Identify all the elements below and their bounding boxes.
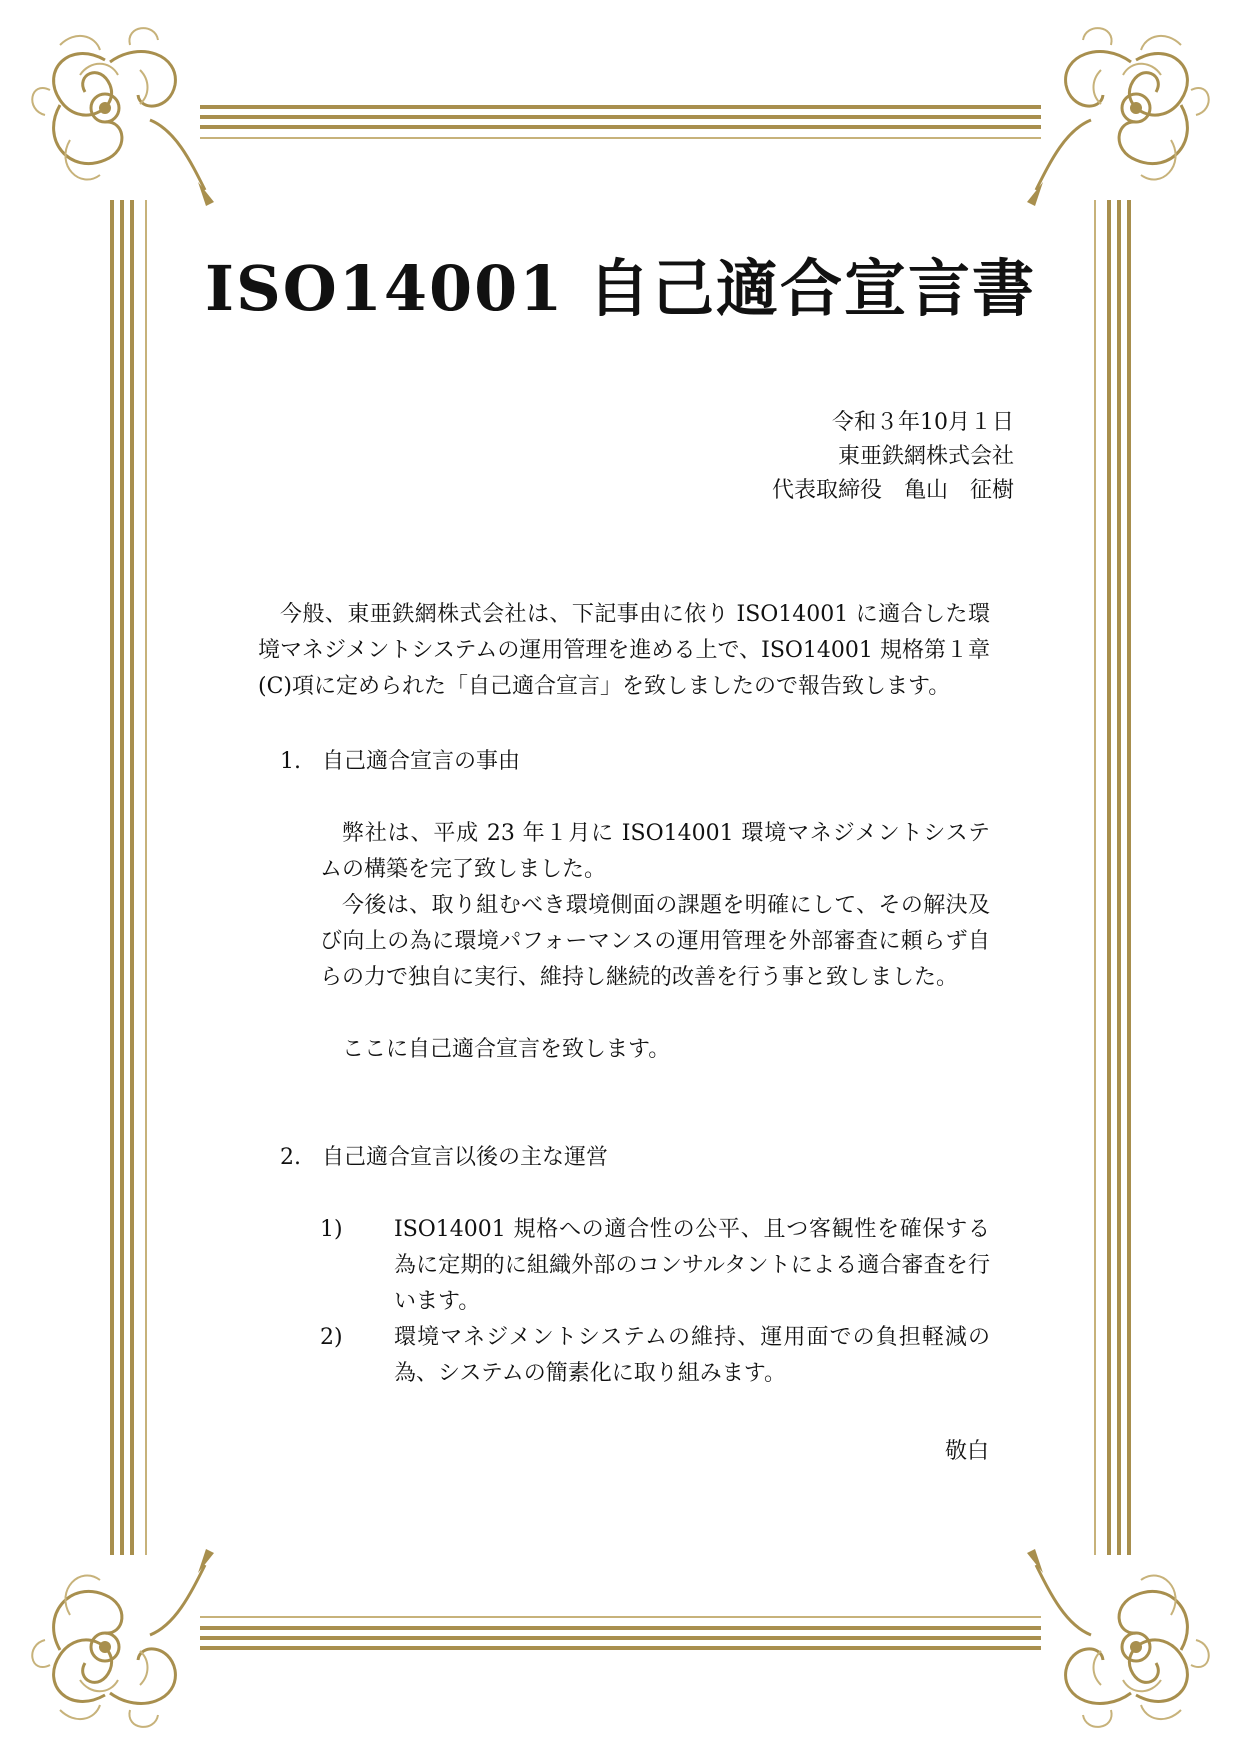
- section-2-item: [320, 1212, 990, 1320]
- section-1-paragraph: 弊社は、平成 23 年１月に ISO14001 環境マネジメントシステムの構築を完了致しました。: [320, 821, 990, 882]
- intro-paragraph: 今般、東亜鉄網株式会社は、下記事由に依り ISO14001 に適合した環境マネジメントシステムの運用管理を進める上で、ISO14001 規格第１章(C)項に定められた「自己適合宣言」を致しましたので報告致します。: [258, 602, 990, 699]
- company-name: 東亜鉄網株式会社: [837, 444, 1014, 469]
- section-2-heading: [280, 1140, 608, 1176]
- item-text: 環境マネジメントシステムの維持、運用面での負担軽減の為、システムの簡素化に取り組みます。: [394, 1325, 990, 1386]
- closing-remark: 敬白: [944, 1439, 989, 1464]
- section-2-number: 2.: [280, 1145, 301, 1170]
- section-1-heading: [280, 744, 520, 780]
- section-1-paragraph: 今後は、取り組むべき環境側面の課題を明確にして、その解決及び向上の為に環境パフォーマンスの運用管理を外部審査に頼らず自らの力で独自に実行、維持し継続的改善を行う事と致しました。: [320, 893, 990, 990]
- item-text: ISO14001 規格への適合性の公平、且つ客観性を確保する為に定期的に組織外部のコンサルタントによる適合審査を行います。: [394, 1217, 990, 1314]
- section-1-number: 1.: [280, 749, 301, 774]
- issue-date: 令和３年10月１日: [832, 410, 1014, 435]
- representative-name: 代表取締役 亀山 征樹: [771, 478, 1014, 503]
- document-title: ISO14001 自己適合宣言書: [204, 252, 1037, 325]
- section-1-paragraph: ここに自己適合宣言を致します。: [342, 1037, 671, 1062]
- section-2-title: 自己適合宣言以後の主な運営: [322, 1145, 609, 1170]
- section-2-item: [320, 1320, 990, 1392]
- item-number: 2): [320, 1325, 343, 1350]
- section-1-title: 自己適合宣言の事由: [322, 749, 521, 774]
- item-number: 1): [320, 1217, 343, 1242]
